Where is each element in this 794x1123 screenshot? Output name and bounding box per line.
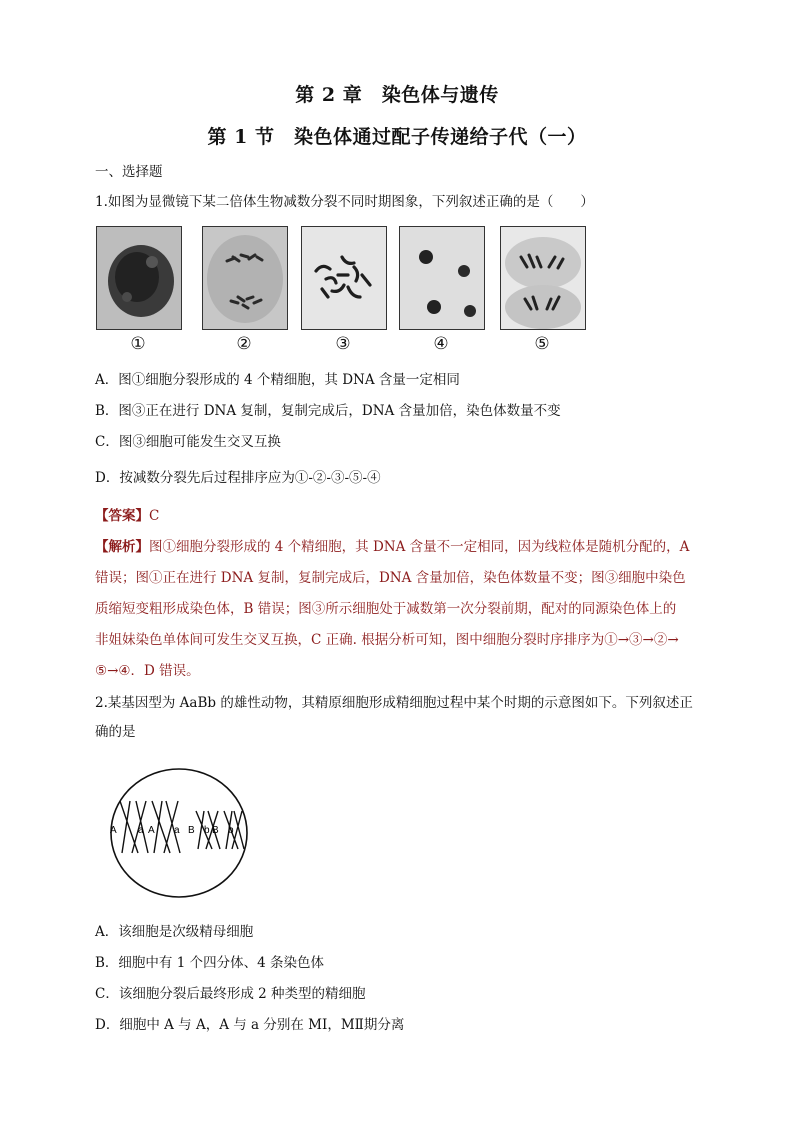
q1-option-b: B．图③正在进行 DNA 复制，复制完成后，DNA 含量加倍，染色体数量不变	[95, 403, 561, 419]
q1-analysis-line: 错误；图①正在进行 DNA 复制，复制完成后，DNA 含量加倍，染色体数量不变；图③细胞中染色	[95, 570, 686, 586]
q1-option-a: A．图①细胞分裂形成的 4 个精细胞，其 DNA 含量一定相同	[95, 372, 460, 388]
gene-label: A	[110, 825, 117, 836]
gene-label: a	[138, 825, 144, 836]
gene-label: b	[228, 825, 234, 836]
section-title: 第 1 节 染色体通过配子传递给子代（一）	[207, 126, 587, 148]
micrograph-5	[500, 226, 586, 330]
micrograph-3	[301, 226, 387, 330]
q1-analysis-line: 非姐妹染色单体间可发生交叉互换，C 正确. 根据分析可知，图中细胞分裂时序排序为①→③→②→	[95, 632, 679, 648]
q2-option-b: B．细胞中有 1 个四分体、4 条染色体	[95, 955, 324, 971]
micrograph-label: ③	[335, 334, 351, 354]
gene-label: B	[188, 825, 195, 836]
gene-label: A	[148, 825, 155, 836]
section-heading: 一、选择题	[95, 164, 163, 180]
answer-value: C	[149, 508, 160, 524]
gene-label: a	[174, 825, 180, 836]
question-1-stem: 1.如图为显微镜下某二倍体生物减数分裂不同时期图象，下列叙述正确的是（ ）	[95, 194, 594, 210]
q1-analysis-line: 质缩短变粗形成染色体，B 错误；图③所示细胞处于减数第一次分裂前期，配对的同源染色体上的	[95, 601, 677, 617]
analysis-tag: 【解析】	[95, 539, 149, 555]
micrograph-label: ④	[433, 334, 449, 354]
micrograph-4	[399, 226, 485, 330]
micrograph-2	[202, 226, 288, 330]
cell-diagram	[108, 765, 250, 900]
gene-label: b	[204, 825, 210, 836]
micrograph-label: ②	[236, 334, 252, 354]
answer-tag: 【答案】	[95, 508, 149, 524]
q1-analysis-line: 【解析】图①细胞分裂形成的 4 个精细胞，其 DNA 含量不一定相同，因为线粒体是随机分配的，A	[95, 539, 690, 555]
q2-option-d: D．细胞中 A 与 A，A 与 a 分别在 MⅠ，MⅡ期分离	[95, 1017, 405, 1033]
q1-option-c: C．图③细胞可能发生交叉互换	[95, 434, 281, 450]
q1-answer	[95, 506, 707, 526]
gene-label: B	[212, 825, 219, 836]
micrograph-label: ①	[130, 334, 146, 354]
micrograph-1	[96, 226, 182, 330]
question-2-stem: 确的是	[95, 724, 136, 740]
q2-option-a: A．该细胞是次级精母细胞	[95, 924, 254, 940]
q1-option-d: D．按减数分裂先后过程排序应为①-②-③-⑤-④	[95, 470, 381, 486]
chapter-title: 第 2 章 染色体与遗传	[295, 84, 499, 106]
q1-analysis-line: ⑤→④．D 错误。	[95, 663, 200, 679]
micrograph-label: ⑤	[534, 334, 550, 354]
q2-option-c: C．该细胞分裂后最终形成 2 种类型的精细胞	[95, 986, 366, 1002]
question-2-stem: 2.某基因型为 AaBb 的雄性动物，其精原细胞形成精细胞过程中某个时期的示意图如下。下列叙述正	[95, 695, 693, 711]
